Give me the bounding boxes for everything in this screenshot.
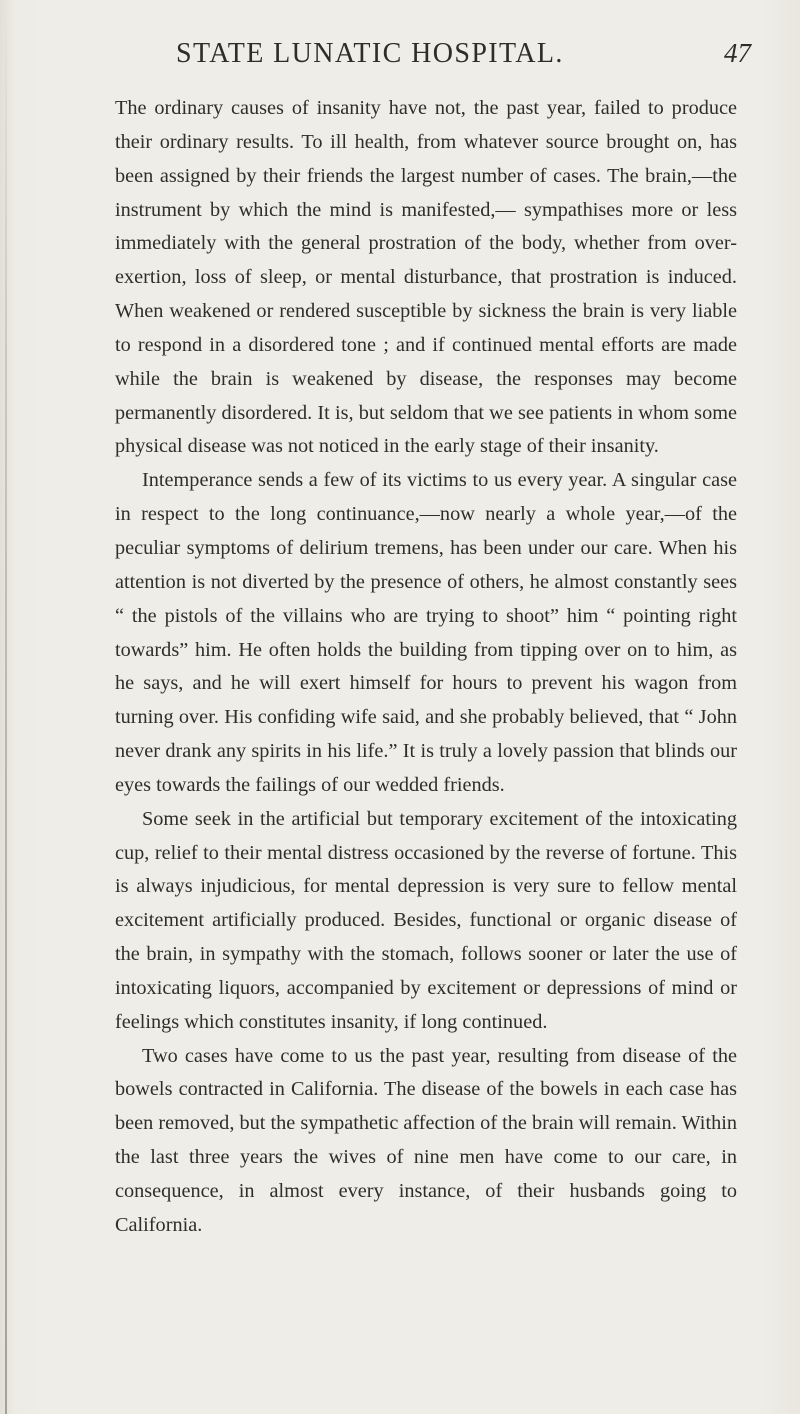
paragraph-causes-of-insanity: The ordinary causes of insanity have not, the past year, failed to produce their ordinary results. To ill health, from whatever source brought on, has been assigned by their friends the largest number of cases. The brain,—the instrument by which the mind is manifested,— sympathises more or less immediately with the general prostration of the body, whether from over-exertion, loss of sleep, or mental disturbance, that prostration is induced. When weakened or rendered susceptible by sickness the brain is very liable to respond in a disordered tone ; and if continued mental efforts are made while the brain is weakened by disease, the responses may become permanently disordered. It is, but seldom that we see patients in whom some physical disease was not noticed in the early stage of their insanity.	[115, 97, 737, 458]
page-number: 47	[724, 38, 751, 68]
paragraph-intemperance: Intemperance sends a few of its victims to us every year. A singular case in respect to the long continuance,—now nearly a whole year,—of the peculiar symptoms of delirium tremens, has been under our care. When his attention is not diverted by the presence of others, he almost constantly sees “ the pistols of the villains who are trying to shoot” him “ pointing right towards” him. He often holds the building from tipping over on to him, as he says, and he will exert himself for hours to prevent his wagon from turning over. His confiding wife said, and she probably believed, that “ John never drank any spirits in his life.” It is truly a lovely passion that blinds our eyes towards the failings of our wedded friends.	[115, 469, 737, 796]
paragraph-california-cases: Two cases have come to us the past year, resulting from disease of the bowels contracted in California. The disease of the bowels in each case has been removed, but the sympathetic affection of the brain will remain. Within the last three years the wives of nine men have come to our care, in consequence, in almost every instance, of their husbands going to California.	[115, 1044, 737, 1236]
paragraph-intoxicating-cup: Some seek in the artificial but temporary excitement of the intoxicating cup, relief to their mental distress occasioned by the reverse of fortune. This is always injudicious, for mental depression is very sure to fellow mental excitement artificially produced. Besides, functional or organic disease of the brain, in sympathy with the stomach, follows sooner or later the use of intoxicating liquors, accompanied by excitement or depressions of mind or feelings which constitutes insanity, if long continued.	[115, 807, 737, 1033]
binding-gutter-shadow	[5, 0, 7, 1414]
page-header	[0, 38, 800, 78]
running-title: STATE LUNATIC HOSPITAL.	[176, 38, 564, 69]
body-text	[115, 92, 737, 1243]
